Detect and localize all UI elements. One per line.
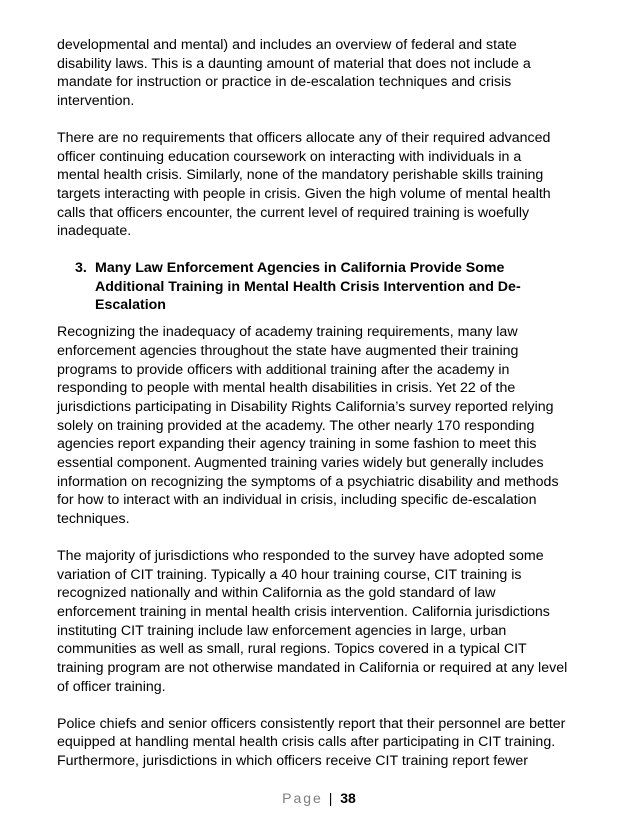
text-line: The majority of jurisdictions who responded to the survey have adopted some: [57, 547, 544, 564]
text-line: variation of CIT training. Typically a 40 hour training course, CIT training is: [57, 566, 522, 583]
page-footer: [0, 789, 638, 807]
page-number: 38: [340, 790, 356, 806]
text-line: There are no requirements that officers allocate any of their required advanced: [57, 129, 551, 146]
text-line: essential component. Augmented training varies widely but generally includes: [57, 455, 544, 472]
text-line: techniques.: [57, 511, 130, 528]
text-line: jurisdictions participating in Disability Rights California’s survey reported relying: [57, 398, 554, 415]
footer-separator: |: [328, 790, 333, 806]
text-line: solely on training provided at the academy. The other nearly 170 responding: [57, 417, 535, 434]
text-line: for how to interact with an individual in crisis, including specific de-escalation: [57, 492, 537, 509]
paragraph-3: [57, 323, 597, 529]
text-line: equipped at handling mental health crisis calls after participating in CIT training.: [57, 734, 556, 751]
paragraph-2: [57, 129, 597, 241]
text-line: Furthermore, jurisdictions in which officers receive CIT training report fewer: [57, 752, 528, 769]
text-line: mandate for instruction or practice in de-escalation techniques and crisis: [57, 74, 512, 91]
text-line: enforcement training in mental health crisis intervention. California jurisdictions: [57, 603, 550, 620]
text-line: agencies report expanding their agency training in some fashion to meet this: [57, 436, 537, 453]
text-line: of officer training.: [57, 678, 166, 695]
paragraph-5: [57, 715, 597, 771]
text-line: information on recognizing the symptoms of a psychiatric disability and methods: [57, 473, 559, 490]
text-line: training program are not otherwise mandated in California or required at any level: [57, 660, 568, 677]
text-line: responding to people with mental health disabilities in crisis. Yet 22 of the: [57, 380, 516, 397]
heading-line: Many Law Enforcement Agencies in California Provide Some: [95, 260, 505, 277]
heading-line: Escalation: [95, 297, 166, 314]
heading-line: Additional Training in Mental Health Crisis Intervention and De-: [95, 278, 521, 295]
text-line: calls that officers encounter, the current level of required training is woefully: [57, 204, 530, 221]
page-body: [57, 36, 597, 789]
heading-text: [95, 259, 597, 315]
text-line: enforcement agencies throughout the state have augmented their training: [57, 342, 519, 359]
text-line: disability laws. This is a daunting amount of material that does not include a: [57, 55, 531, 72]
text-line: inadequate.: [57, 223, 132, 240]
text-line: intervention.: [57, 93, 135, 110]
text-line: mental health crisis. Similarly, none of the mandatory perishable skills training: [57, 167, 544, 184]
text-line: officer continuing education coursework on interacting with individuals in a: [57, 148, 522, 165]
text-line: recognized nationally and within California as the gold standard of law: [57, 585, 496, 602]
text-line: Police chiefs and senior officers consistently report that their personnel are better: [57, 715, 566, 732]
page-label: Page: [282, 790, 323, 806]
text-line: programs to provide officers with additional training after the academy in: [57, 361, 510, 378]
heading-number: 3.: [75, 260, 87, 277]
text-line: communities as well as small, rural regions. Topics covered in a typical CIT: [57, 641, 527, 658]
paragraph-1: [57, 36, 597, 111]
text-line: instituting CIT training include law enforcement agencies in large, urban: [57, 622, 507, 639]
text-line: developmental and mental) and includes an overview of federal and state: [57, 37, 517, 53]
text-line: targets interacting with people in crisis. Given the high volume of mental health: [57, 185, 551, 202]
text-line: Recognizing the inadequacy of academy training requirements, many law: [57, 324, 518, 341]
section-heading: [57, 259, 597, 315]
paragraph-4: [57, 547, 597, 697]
